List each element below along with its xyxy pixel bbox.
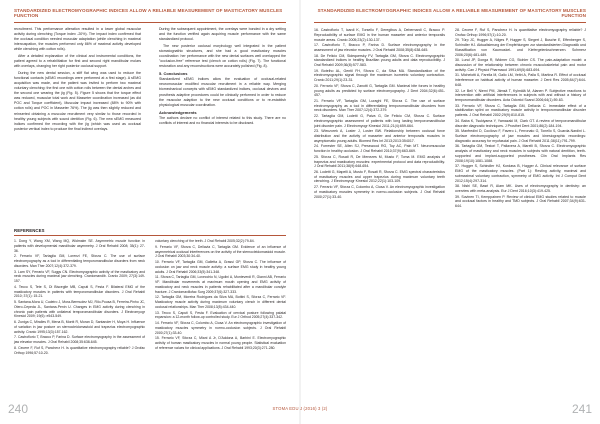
reference-item: 28. Cecere F, Ruf S, Pancherz H. Is quantitative electromyography reliable? J Orofac Orthop 1996;57(1):10-20. <box>455 28 586 37</box>
reference-item: 1. Dong Y, Wang XM, Wang MQ, Widmalm SE. Asymmetric muscle function in patients with developmental mandibular asymmetry. J Oral Rehabil 2008; 35(1): 27-36. <box>14 239 145 253</box>
reference-item: 8. Cecere F, Ruf S, Pancherz H. Is quantitative electromyography reliable? J Orofac Orthop 1996;57:10-20. <box>14 345 145 355</box>
reference-item: 5. Santana-Mora U, Cudeiro J, Mora-Bermudez MJ, Rilo-Pousa B, Ferreira-Pinho JC, Otero-Cepeda JL, Santana-Penin U. Changes in EMG activity during clenching in chronic pain patients with unilateral temporomandibular disorders. J Electromyogr Kinesiol 2009; 19(6): e543-549. <box>14 300 145 319</box>
reference-item: 35. Manfredini D, Cocilovo F, Favero L, Ferronato G, Tonello S, Guarda-Nardini L. Surface electromyography of jaw muscles and kinesiographic recordings: diagnostic accuracy for myofascial pain. J Oral Rehabil 2011;38(11):791-799. <box>455 129 586 143</box>
references-column-2 <box>155 239 286 356</box>
reference-item: 24. Forrester SE, Allen SJ, Presswood RG, Toy AC, Pain MT. Neuromuscular function in healthy occlusion. J Oral Rehabil 2010;37(9):663-669. <box>314 144 445 154</box>
references-section <box>14 228 286 356</box>
header-rule <box>14 22 286 23</box>
reference-item: 27. Ferrario VF, Sforza C, Colombo A, Ciusa V. An electromyographic investigation of masticatory muscles symmetry in normo-occlusion subjects. J Oral Rehabil 2000;27(1):33-40. <box>314 185 445 199</box>
running-header-left: STANDARDIZED ELECTROMYOGRAPHIC INDICES ALLOW A RELIABLE MEASUREMENT OF MASTICATORY MUSCLES FUNCTION <box>14 8 283 19</box>
reference-item: 36. Tartaglia GM, Testori T, Pallavera A, Marelli B, Sforza C. Electromyographic analysis of masticatory and neck muscles in subjects with natural dentition, teeth-supported and implant-supported prostheses. Clin Oral Implants Res 2008;19(10):1081-1088. <box>455 144 586 163</box>
reference-item: 18. De Felicio CM, Sidequersky FV, Tartaglia GM, Sforza C. Electromyographic standardized indices in healthy Brazilian young adults and data reproducibility. J Oral Rehabil 2009;36(8):577-583. <box>314 53 445 68</box>
reference-item: 20. Ferrario VF, Sforza C, Zanotti G, Tartaglia GM. Maximal bite forces in healthy young adults as predicted by surface electromyography. J Dent 2004;32(6):451-457. <box>314 83 445 98</box>
references-heading: REFERENCES <box>14 228 286 236</box>
paragraph: Standardized sEMG indices allow the evaluation of occlusal-related neuromuscular modified muscular recruitment in a reliable way. Merging biomechanical concepts with sEMG standardized indices, occlusal devices and prosthesis adaptive procedures could be clinically performed in order to reduce the muscular adaption to the new occlusal conditions or to re-establish physiological muscular coordination. <box>159 77 286 107</box>
reference-item: 39. Suvinen TI, Kemppainen P. Review of clinical EMG studies related to muscle and occlusal factors in healthy and TMD subjects. J Oral Rehabil 2007;34(9):631-644. <box>455 194 586 209</box>
reference-item: 26. Lodetti G, Mapelli A, Musto F, Rosati R, Sforza C. EMG spectral characteristics of masticatory muscles and upper trapezius during maximum voluntary teeth clenching. J Electromyogr Kinesiol 2012;22(1):103-109. <box>314 169 445 184</box>
reference-item: 14. Ferrario VF, Sforza C, Colombo A, Ciusa V. An electromyographic investigation of masticatory muscles symmetry in normo-occlusion subjects. J Oral Rehabil 2000;27(1):33-40. <box>155 321 286 335</box>
section-heading-acknowledgements: Acknowledgements <box>159 109 197 115</box>
paragraph: After a detailed explanation of the clinical and instrumental conditions, the patient agreed to a rehabilitation for first and second right mandibular molars with overlays, changing her right posterior occlusal support. <box>14 53 141 69</box>
running-header-right: STANDARDIZED ELECTROMYOGRAPHIC INDICES ALLOW A RELIABLE MEASUREMENT OF MASTICATORY MUSCLES FUNCTION <box>317 8 586 19</box>
paragraph: recruitment. This performance alteration resulted in a lower global muscular activity during clenching (Torque index -20%). The impact index confirmed that the occlusal condition needed muscular adaptation (while clenching in maximal intercuspation, the muscles performed only 86% of maximal activity developed while clenching with cotton rolls). <box>14 27 141 52</box>
reference-item: 34. Baba K, Tsukiyama Y, Yamazaki M, Clark GT. A review of temporomandibular disorder diagnostic techniques. J Prosthet Dent 2001;86(2):184-194. <box>455 118 586 128</box>
reference-item: 21. Ferrario VF, Tartaglia GM, Luraghi FE, Sforza C. The use of surface electromyography as a tool in differentiating temporomandibular disorders from neck disorders. Man Ther 2007;12(4):372-379. <box>314 98 445 113</box>
right-page <box>300 0 600 424</box>
body-column-1 <box>14 27 141 133</box>
reference-item: 13. Tecco S, Caputi S, Festa F. Evaluation of cervical posture following palatal expansion: a 12-month follow-up controlled study. Eur J Orthod 2005;27(4):337-342. <box>155 310 286 320</box>
reference-item: 12. Tartaglia GM, Moreira Rodrigues da Silva MA, Bottini S, Sforza C, Ferrario VF. Masticatory muscle activity during maximum voluntary clench in different dental occlusal relationships. Man Ther 2008;13(5):434-440. <box>155 295 286 309</box>
reference-item: 19. Botelho AL, Gentil FH, Sforza C, da Silva MA. Standardization of the electromyographic signal through the maximum isometric voluntary contraction. Cranio 2011;29(1):23-31. <box>314 68 445 83</box>
references-column-2 <box>455 28 586 388</box>
page-number-left: 240 <box>8 402 29 416</box>
reference-item: 38. Nishi SE, Basri R, Alam MK. Uses of electromyography in dentistry: an overview with meta-analysis. Eur J Dent 2016;10(3):419-425. <box>455 184 586 193</box>
reference-item: 4. Tecco S, Tete S, Di Bisceglie MB, Caputi S, Festa F. Bilateral EMG of the masticatory muscles in patients with temporomandibular disorders. J Oral Rehabil 2010; 37(1): 15-21. <box>14 284 145 299</box>
reference-item: 23. Wieczorek A, Loster J, Loster BW. Relationship between occlusal force distribution and the activity of masseter and anterior temporalis muscles in asymptomatic young adults. Biomed Res Int 2013;2013:354017. <box>314 129 445 143</box>
reference-item: 25. Sforza C, Rosati R, De Menezes M, Musto F, Toma M. EMG analysis of trapezius and masticatory muscles: experimental protocol and data reproducibility. J Oral Rehabil 2011;38(9):648-654. <box>314 154 445 169</box>
reference-item: 9. Ferrario VF, Sforza C, Dellavia C, Tartaglia GM. Evidence of an influence of asymmetrical occlusal interferences on the activity of the sternocleidomastoid muscle. J Oral Rehabil 2003;30:34-40. <box>155 244 286 259</box>
paragraph: During the new dental session, a stiff flat wing was used to reduce the functional contacts (sEMG recordings were performed at a first stage). A sEMG acquisition was made, and the patient was invited to perform two maximal voluntary clenching: the first one with cotton rolls between the dental arches and the second one wearing the jig (Fig. 5). Figure 5 shows that the torque effect was reduced, muscular total work and Masseter coordination increased (as did POC and Torque coefficient), Muscular impact increased (88% to 90% with cotton rolls) and POC in Masseter 76%). The jig was then slightly reduced and reinserted obtaining a muscular recruitment very similar to those recorded in healthy young subjects with sound dentition (Fig. 6). The new sEMG measured indices confirmed the recording with the jig (which was used as occlusal posterior vertical index to produce the final indirect overlays. <box>14 70 141 131</box>
reference-item: 30. Lund JP, Donga R, Widmer CG, Stohler CS. The pain-adaptation model: a discussion of the relationship between chronic musculoskeletal pain and motor activity. Can J Physiol Pharmacol 1991;69(5):683-694. <box>455 58 586 72</box>
reference-item: 16. Castroflorio T, Icardi K, Torsello F, Deregibus A, Debernardi C, Bracco P. Reproducibility of surface EMG in the human masseter and anterior temporalis muscle areas. Cranio 2005;23(2):130-137. <box>314 28 445 42</box>
reference-item: 15. Ferrario VF, Sforza C, Miani A Jr, D'Addona A, Barbini E. Electromyographic activity of human masticatory muscles in normal young people. Statistical evaluation of reference values for clinical applications. J Oral Rehabil 1993;20(3):271-280. <box>155 336 286 350</box>
reference-item: 3. Lam SY, Ferrario VF, Suggs CN. Electromyographic activity of the masticatory and neck muscles during maximal jaw clenching. Craniomandib. Cranio 2009; 27(3):149-157. <box>14 269 145 283</box>
body-column-2 <box>159 27 286 128</box>
reference-item: 29. Türp JC, Hugger A, Nilges P, Hugger S, Siegert J, Busche E, Effenberger S, Schindler HJ. Aktualisierung der Empfehlungen zur standardisierten Diagnostik und Klassifikation von Kaumuskel- und Kiefergelenkschmerzen. Schmerz 2006;20(6):481-489. <box>455 38 586 57</box>
references-column-1 <box>14 239 145 356</box>
reference-item: 10. Ferrario VF, Tartaglia GM, Galletta A, Grassi GP, Sforza C. The influence of occlusion on jaw and neck muscle activity: a surface EMG study in healthy young adults. J Oral Rehabil 2006;33(5):341-348. <box>155 260 286 274</box>
reference-item: 11. Sforza C, Tartaglia GM, Lovecchio N, Ugolini A, Monteverdi R, Gianni AB, Ferrario VF. Mandibular movements at maximum mouth opening and EMG activity of masticatory and neck muscles in patients rehabilitated after a mandibular condyle fracture. J Craniomaxillofac Surg 2009;37(6):327-333. <box>155 275 286 294</box>
paragraph: The new posterior occlusal morphology well integrated in the patient stomatognathic structures, and she had a good masticatory muscles coordination: her performance with the new dental surfaces well overlapped the "occlusion-free" reference test (clench on cotton rolls) (Fig. 7). The functional restoration and any reconstructions were accurately polished (Fig. 8). <box>159 43 286 69</box>
reference-item: 6. Zuniga C, Miralles R, Mena B, Montt R, Moran D, Santander H, Moya H. Influence of variation in jaw posture on sternocleidomastoid and trapezius electromyographic activity. Cranio 1995;13(3):157-162. <box>14 320 145 334</box>
references-column-1 <box>314 28 445 388</box>
reference-item: voluntary clenching of the teeth. J Oral Rehabil 2005;32(2):79-84. <box>155 239 255 243</box>
reference-item: 22. Tartaglia GM, Lodetti G, Paiva G, De Felicio CM, Sforza C. Surface electromyographic assessment of patients with long lasting temporomandibular joint disorder pain. J Electromyogr Kinesiol 2011;21(4):659-664. <box>314 114 445 128</box>
reference-item: 7. Castroflorio T, Bracco P, Farina D. Surface electromyography in the assessment of jaw elevator muscles. J Oral Rehabil 2008;35:638-645. <box>14 335 145 344</box>
paragraph: The authors declare no conflict of interest related to this study. There are no conflicts of interest and no financial interests to be disclosed. <box>159 115 286 125</box>
reference-item: 2. Ferrario VF, Tartaglia GM, Lorenzi FE, Sforza C. The use of surface electromyography as a tool in differentiating temporomandibular disorders from neck disorders. Man Ther 2007;12(4):372-379. <box>14 254 145 268</box>
header-rule <box>314 22 586 23</box>
journal-footer: STOMA EDU J (2016) 3 (2) <box>272 406 328 411</box>
reference-item: 32. Le Bell Y, Niemi PM, Jämsä T, Kylmälä M, Alanen P. Subjective reactions to intervention with artificial interferences in subjects with and without a history of temporomandibular disorders. Acta Odontol Scand 2006;64(1):59-63. <box>455 88 586 103</box>
paragraph: During the subsequent appointment, the overlays were bonded in a dry setting and the function verified again acquiring muscle performance with the same standardized protocol. <box>159 27 286 42</box>
reference-item: 17. Castroflorio T, Bracco P, Farina D. Surface electromyography in the assessment of jaw elevator muscles. J Oral Rehabil 2008;35(8):638-645. <box>314 43 445 52</box>
reference-item: 37. Hugger S, Schindler HJ, Kordass B, Hugger A. Clinical relevance of surface EMG of the masticatory muscles. (Part 1): Resting activity, maximal and submaximal voluntary contraction, symmetry of EMG activity. Int J Comput Dent 2012;15(4):297-314. <box>455 164 586 183</box>
reference-item: 33. Ferrario VF, Sforza C, Tartaglia GM, Dellavia C. Immediate effect of a stabilization splint on masticatory muscle activity in temporomandibular disorder patients. J Oral Rehabil 2002;29(9):810-815. <box>455 103 586 118</box>
page-number-right: 241 <box>571 402 592 416</box>
section-heading-conclusions: 5. Conclusions <box>159 71 188 77</box>
reference-item: 31. Michelotti A, Farella M, Gallo LM, Veltri A, Palla S, Martina R. Effect of occlusal interference on habitual activity of human masseter. J Dent Res 2005;84(7):644-648. <box>455 73 586 87</box>
